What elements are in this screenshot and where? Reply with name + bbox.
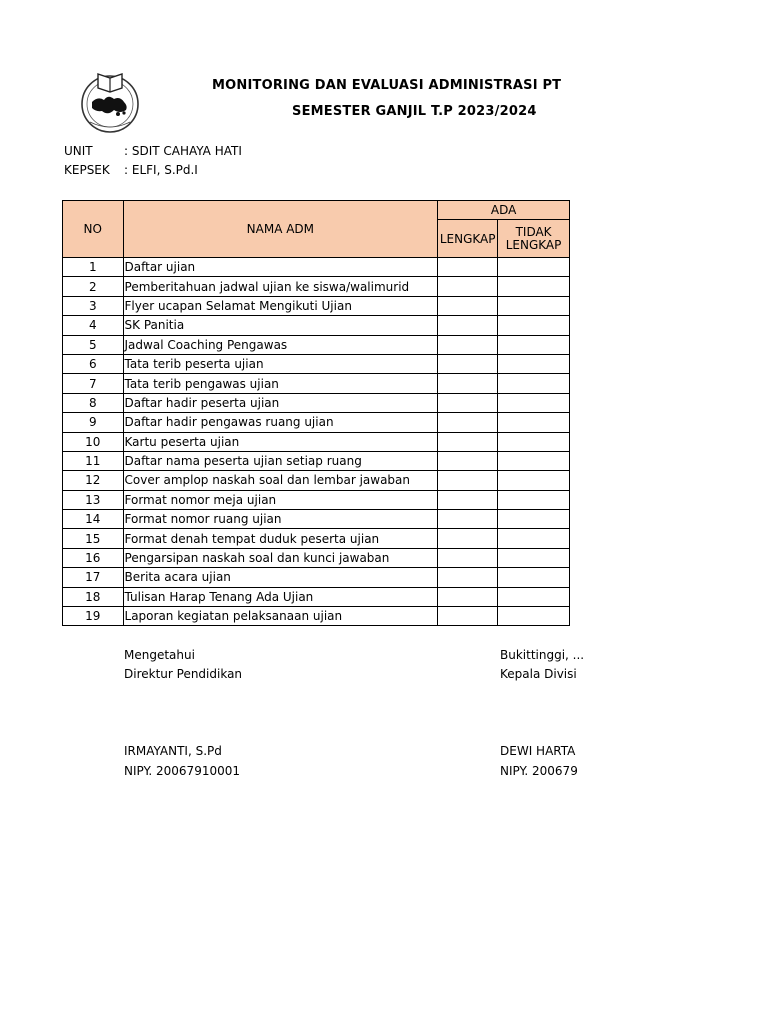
row-number: 7 [63,374,124,393]
lengkap-cell[interactable] [438,393,498,412]
row-name: Pemberitahuan jadwal ujian ke siswa/walimurid [123,277,438,296]
footer-left-position: Direktur Pendidikan [124,667,243,681]
tidak-lengkap-cell[interactable] [498,432,570,451]
row-name: Daftar ujian [123,258,438,277]
lengkap-cell[interactable] [438,451,498,470]
lengkap-cell[interactable] [438,296,498,315]
row-name: Berita acara ujian [123,568,438,587]
row-name: Format nomor ruang ujian [123,510,438,529]
row-number: 9 [63,413,124,432]
header-nama-adm: NAMA ADM [123,201,438,258]
tidak-lengkap-cell[interactable] [498,316,570,335]
checklist-table [62,200,570,626]
row-name: Daftar hadir peserta ujian [123,393,438,412]
row-number: 13 [63,490,124,509]
lengkap-cell[interactable] [438,568,498,587]
row-number: 15 [63,529,124,548]
row-number: 8 [63,393,124,412]
table-row [63,432,570,451]
tidak-lengkap-cell[interactable] [498,587,570,606]
row-number: 14 [63,510,124,529]
lengkap-cell[interactable] [438,490,498,509]
footer-mengetahui: Mengetahui [124,648,195,662]
tidak-lengkap-cell[interactable] [498,258,570,277]
row-name: Kartu peserta ujian [123,432,438,451]
lengkap-cell[interactable] [438,587,498,606]
table-row [63,258,570,277]
row-number: 17 [63,568,124,587]
footer-place-date: Bukittinggi, ... [500,648,585,662]
row-number: 6 [63,354,124,373]
tidak-lengkap-cell[interactable] [498,548,570,567]
row-number: 19 [63,607,124,626]
row-name: Tata terib pengawas ujian [123,374,438,393]
footer-right-nipy: NIPY. 200679 [500,764,578,778]
kepsek-label: KEPSEK [64,163,110,177]
table-row [63,529,570,548]
row-name: Jadwal Coaching Pengawas [123,335,438,354]
kepsek-value: : ELFI, S.Pd.I [124,163,198,177]
row-name: Laporan kegiatan pelaksanaan ujian [123,607,438,626]
table-row [63,587,570,606]
table-row [63,471,570,490]
header-lengkap: LENGKAP [438,220,498,258]
tidak-lengkap-cell[interactable] [498,529,570,548]
table-row [63,296,570,315]
row-name: Daftar nama peserta ujian setiap ruang [123,451,438,470]
lengkap-cell[interactable] [438,316,498,335]
header-tidak-lengkap-line2: LENGKAP [505,237,562,252]
row-number: 2 [63,277,124,296]
table-row [63,451,570,470]
row-number: 1 [63,258,124,277]
unit-label: UNIT [64,144,93,158]
row-number: 16 [63,548,124,567]
table-row [63,335,570,354]
row-name: Format denah tempat duduk peserta ujian [123,529,438,548]
tidak-lengkap-cell[interactable] [498,413,570,432]
row-number: 11 [63,451,124,470]
lengkap-cell[interactable] [438,335,498,354]
row-name: SK Panitia [123,316,438,335]
lengkap-cell[interactable] [438,258,498,277]
table-row [63,607,570,626]
header-ada: ADA [438,201,570,220]
document-subtitle: SEMESTER GANJIL T.P 2023/2024 [292,104,537,119]
tidak-lengkap-cell[interactable] [498,471,570,490]
tidak-lengkap-cell[interactable] [498,490,570,509]
footer-left-name: IRMAYANTI, S.Pd [124,744,222,758]
document-title: MONITORING DAN EVALUASI ADMINISTRASI PT [212,78,562,93]
unit-value: : SDIT CAHAYA HATI [124,144,242,158]
table-row [63,354,570,373]
row-name: Cover amplop naskah soal dan lembar jawaban [123,471,438,490]
tidak-lengkap-cell[interactable] [498,354,570,373]
row-name: Pengarsipan naskah soal dan kunci jawaban [123,548,438,567]
table-row [63,277,570,296]
tidak-lengkap-cell[interactable] [498,374,570,393]
footer-left-nipy: NIPY. 20067910001 [124,764,240,778]
tidak-lengkap-cell[interactable] [498,335,570,354]
table-row [63,413,570,432]
header-tidak-lengkap [498,220,570,258]
footer-right-position: Kepala Divisi [500,667,577,681]
row-number: 5 [63,335,124,354]
table-row [63,490,570,509]
tidak-lengkap-cell[interactable] [498,296,570,315]
header-tidak-lengkap-line1: TIDAK [515,224,552,239]
table-row [63,568,570,587]
tidak-lengkap-cell[interactable] [498,510,570,529]
tidak-lengkap-cell[interactable] [498,277,570,296]
row-name: Format nomor meja ujian [123,490,438,509]
table-row [63,316,570,335]
table-row [63,548,570,567]
header-no: NO [63,201,124,258]
row-number: 10 [63,432,124,451]
lengkap-cell[interactable] [438,432,498,451]
table-row [63,374,570,393]
tidak-lengkap-cell[interactable] [498,568,570,587]
row-number: 18 [63,587,124,606]
lengkap-cell[interactable] [438,354,498,373]
row-number: 4 [63,316,124,335]
lengkap-cell[interactable] [438,374,498,393]
tidak-lengkap-cell[interactable] [498,393,570,412]
lengkap-cell[interactable] [438,277,498,296]
lengkap-cell[interactable] [438,510,498,529]
row-number: 3 [63,296,124,315]
row-name: Tata terib peserta ujian [123,354,438,373]
table-row [63,393,570,412]
lengkap-cell[interactable] [438,413,498,432]
school-logo-icon [78,66,142,134]
tidak-lengkap-cell[interactable] [498,607,570,626]
lengkap-cell[interactable] [438,471,498,490]
footer-right-name: DEWI HARTA [500,744,576,758]
table-row [63,510,570,529]
row-name: Flyer ucapan Selamat Mengikuti Ujian [123,296,438,315]
row-number: 12 [63,471,124,490]
row-name: Tulisan Harap Tenang Ada Ujian [123,587,438,606]
lengkap-cell[interactable] [438,548,498,567]
lengkap-cell[interactable] [438,607,498,626]
lengkap-cell[interactable] [438,529,498,548]
tidak-lengkap-cell[interactable] [498,451,570,470]
row-name: Daftar hadir pengawas ruang ujian [123,413,438,432]
